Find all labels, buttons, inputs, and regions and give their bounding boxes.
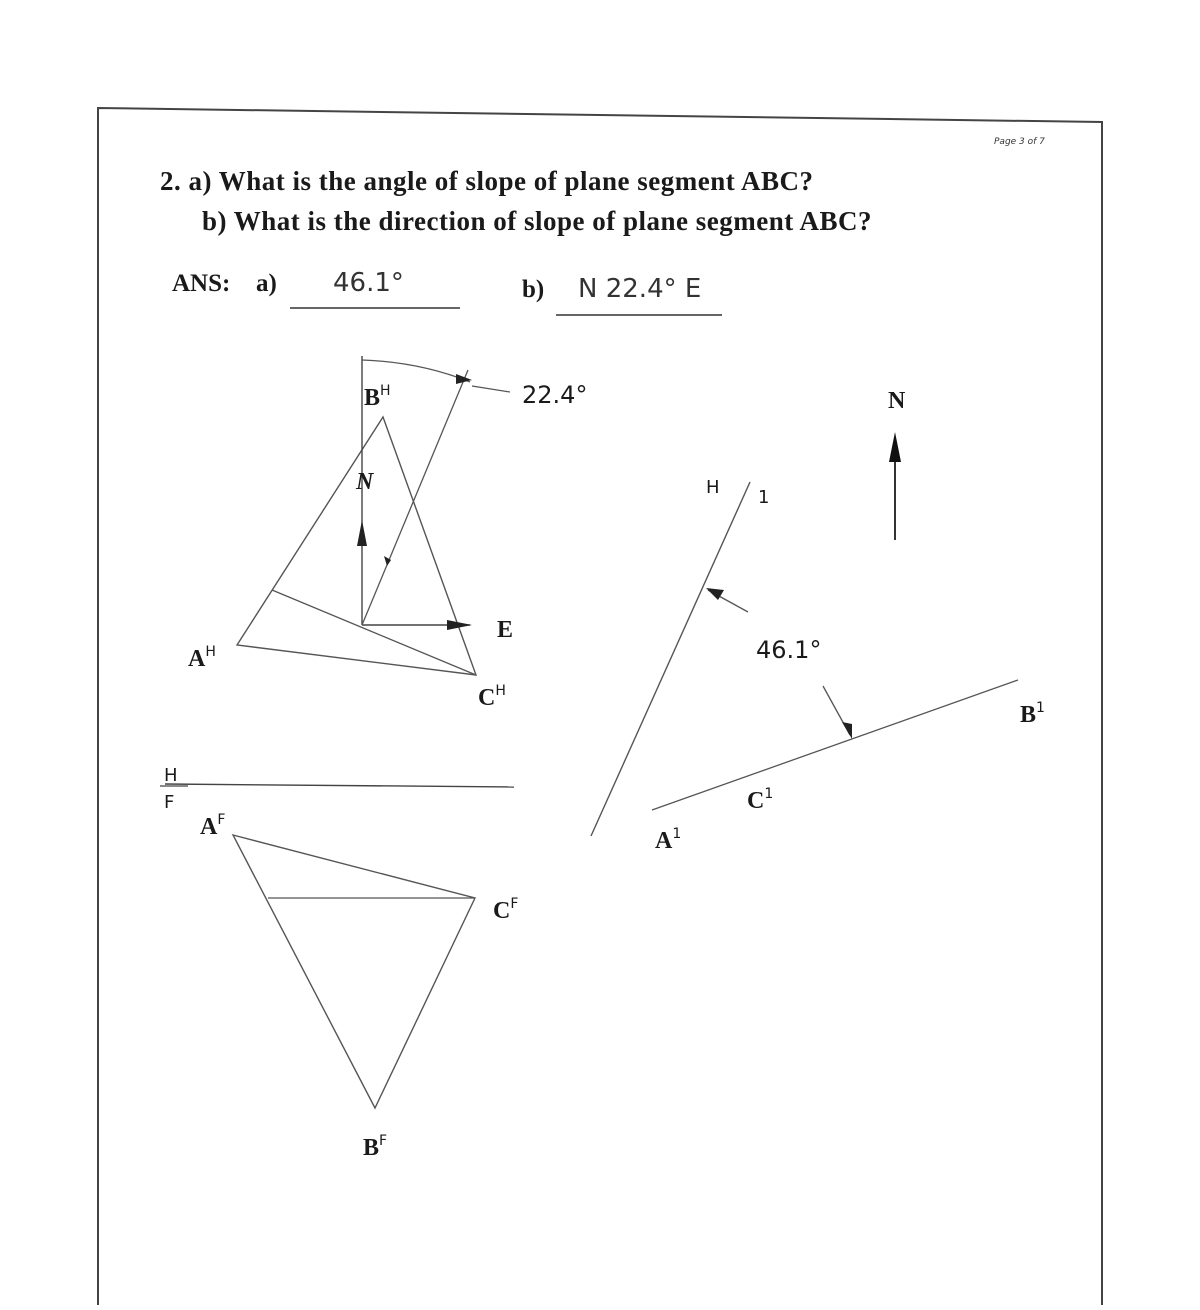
slope-angle-arrowhead — [842, 722, 852, 739]
triangle-front-view — [233, 835, 475, 1108]
answer-prefix: ANS: — [172, 270, 231, 297]
fold-line-h1 — [591, 482, 750, 836]
answer-a-label: a) — [256, 270, 277, 297]
fold-h1-left-label: H — [706, 477, 720, 498]
point-label-bf: $B^F$ — [363, 1133, 388, 1161]
point-label-c1: $C^1$ — [747, 786, 774, 814]
fold-h1-right-label: 1 — [758, 487, 770, 508]
fold-hf-bottom-label: F — [164, 792, 175, 813]
east-label: E — [497, 617, 514, 643]
point-label-ch: $C^H$ — [478, 683, 506, 711]
point-label-a1: $A^1$ — [655, 826, 682, 854]
point-label-cf: $C^F$ — [493, 896, 519, 924]
edge-view-line — [652, 680, 1018, 810]
bearing-arc — [362, 360, 470, 382]
question-part-a: 2. a) What is the angle of slope of plane segment ABC? — [160, 166, 814, 196]
answer-b-label: b) — [522, 276, 545, 303]
question-part-b: b) What is the direction of slope of plane segment ABC? — [202, 206, 873, 236]
north-label-small: N — [356, 469, 374, 495]
fold-hf-top-label: H — [164, 765, 178, 786]
page-number: Page 3 of 7 — [994, 137, 1045, 147]
point-label-b1: $B^1$ — [1020, 700, 1045, 728]
fold-perpendicular-arrowhead — [706, 588, 724, 600]
point-label-af: $A^F$ — [200, 812, 226, 840]
triangle-top-view — [237, 417, 476, 675]
north-label: N — [888, 388, 906, 414]
north-arrowhead — [889, 432, 901, 462]
bearing-leader — [472, 386, 510, 392]
slope-angle-label: 46.1° — [756, 636, 822, 664]
fold-line-hf — [165, 784, 514, 787]
bearing-angle-label: 22.4° — [522, 381, 588, 409]
answer-b-value: N 22.4° E — [578, 274, 702, 304]
point-label-ah: $A^H$ — [188, 644, 216, 672]
point-label-bh: $B^H$ — [364, 383, 391, 411]
north-arrowhead-small — [357, 520, 367, 546]
answer-a-value: 46.1° — [333, 268, 404, 298]
